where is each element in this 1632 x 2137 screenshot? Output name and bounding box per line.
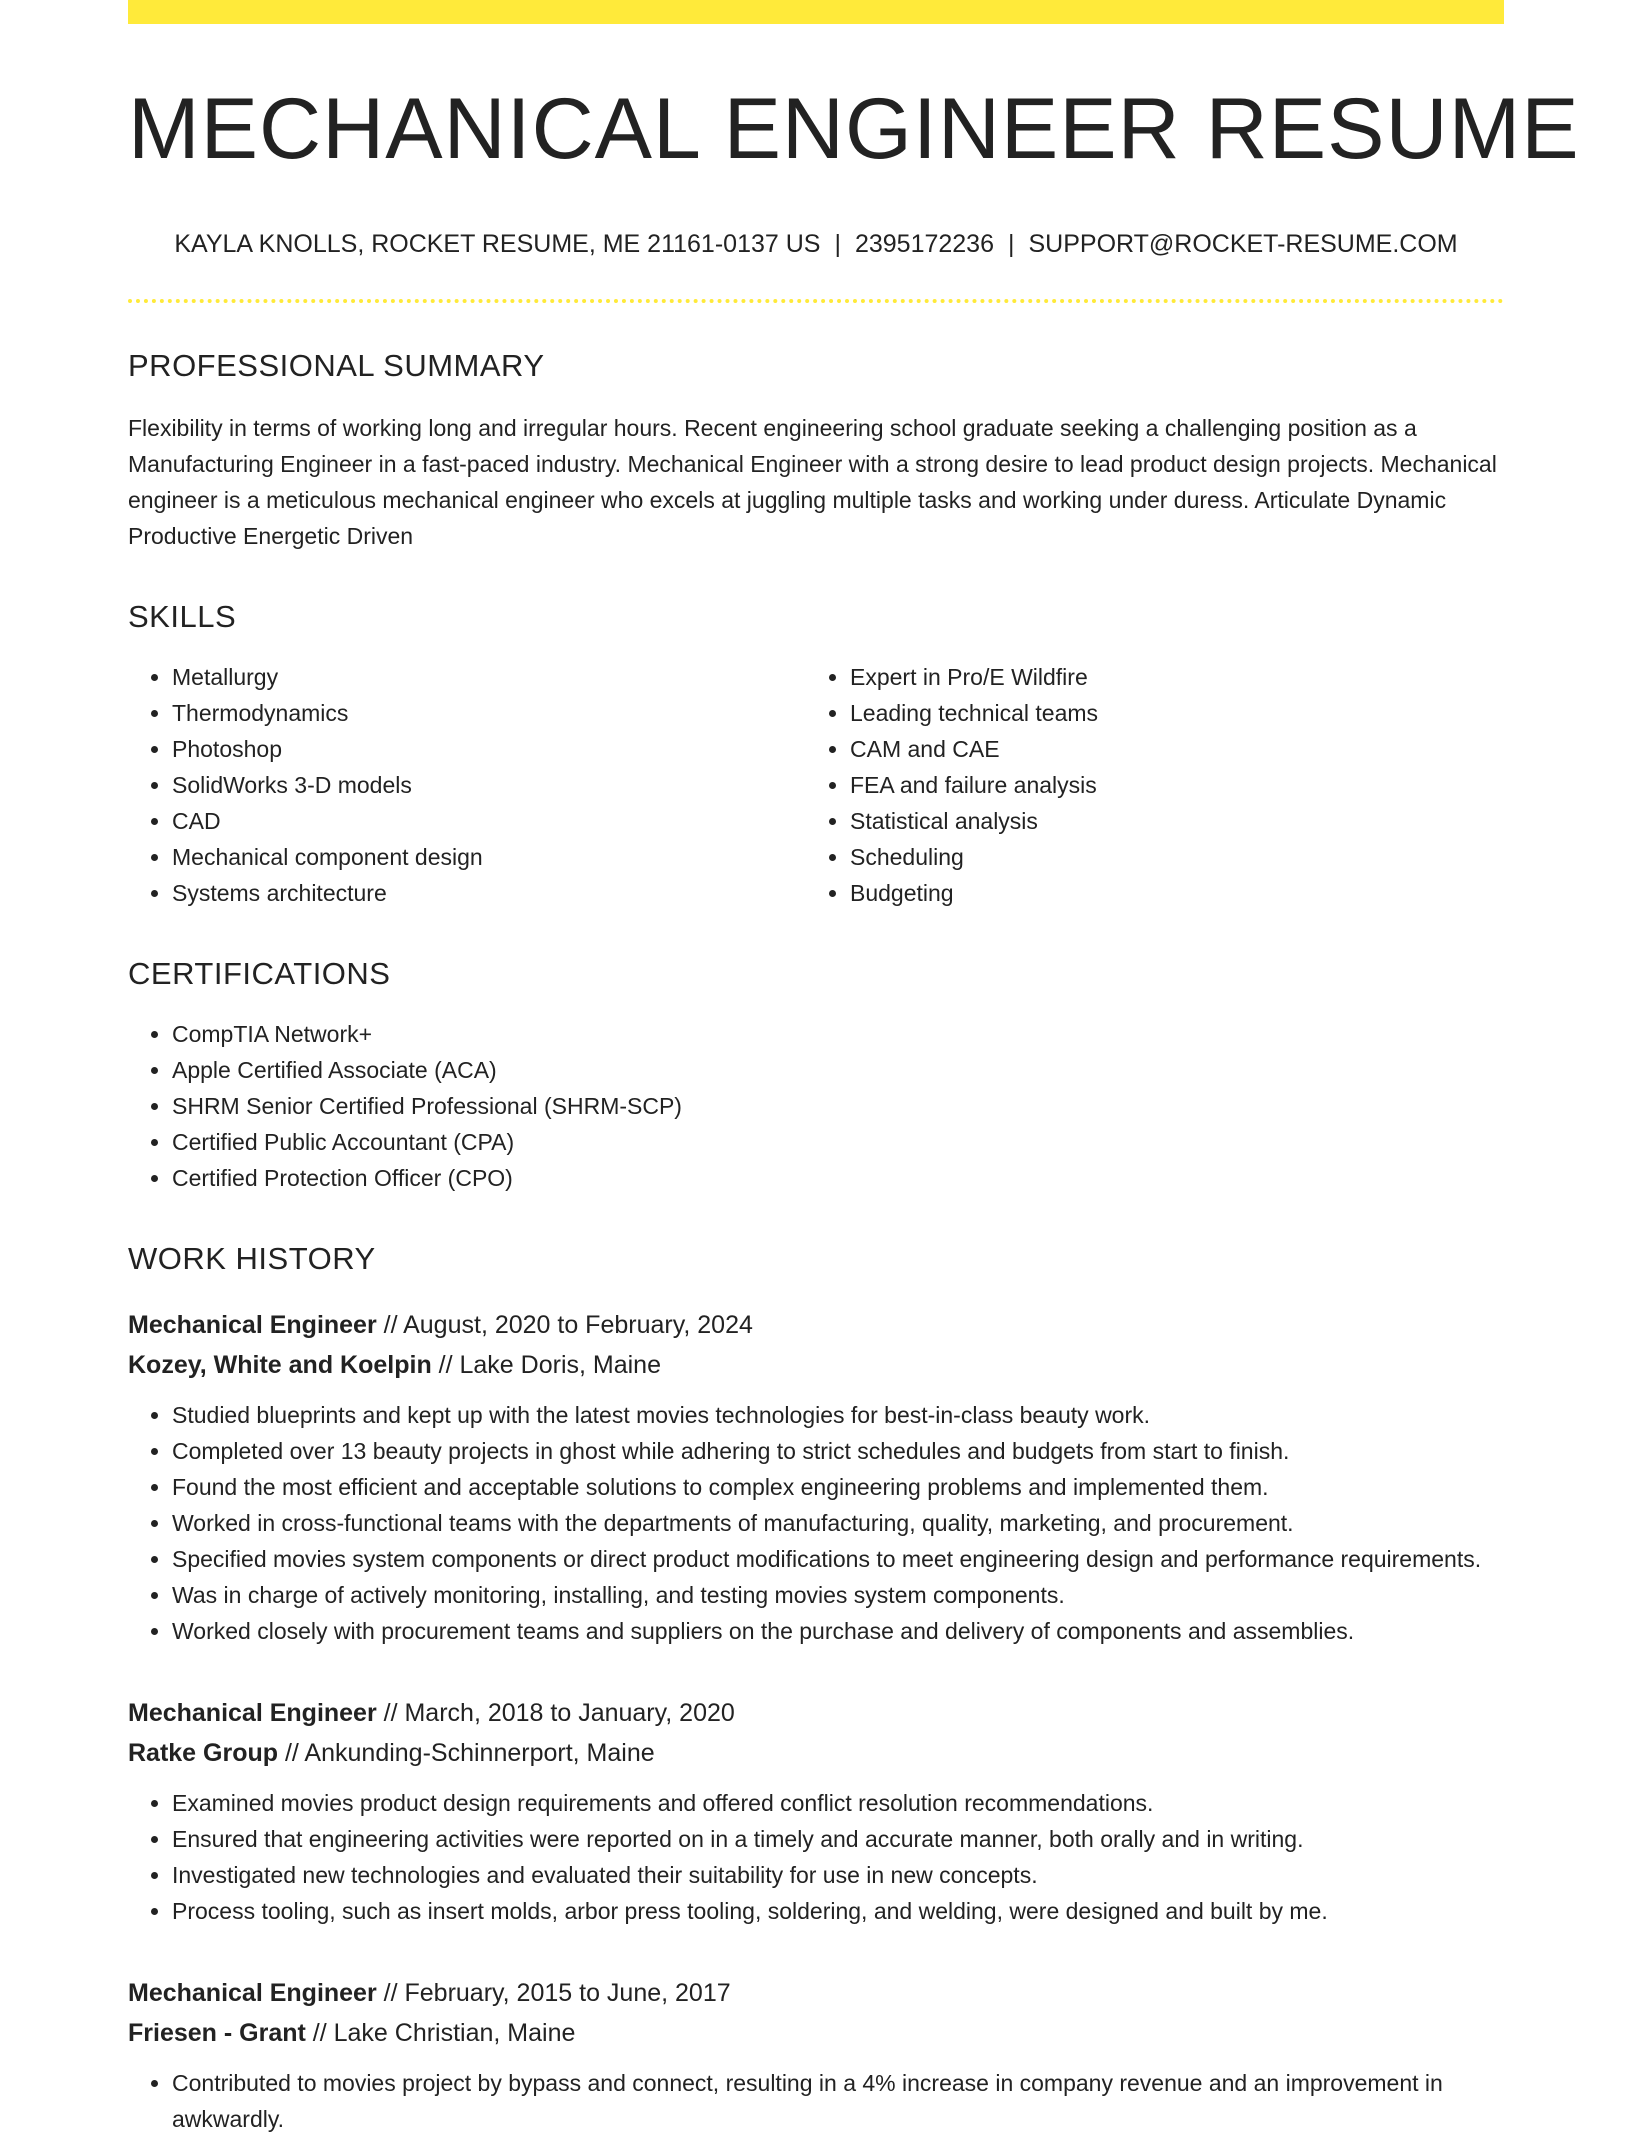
- certification-item: • Apple Certified Associate (ACA): [172, 1052, 1504, 1088]
- job-dates: // February, 2015 to June, 2017: [376, 1979, 731, 2008]
- job-location: // Ankunding-Schinnerport, Maine: [278, 1739, 655, 1768]
- job-bullet: • Specified movies system components or direct product modifications to meet engineering design and performance requirements.: [172, 1541, 1504, 1577]
- certifications-list: [128, 1016, 1504, 1196]
- job-title: Mechanical Engineer: [128, 1699, 377, 1728]
- job-dates: // August, 2020 to February, 2024: [376, 1311, 753, 1340]
- work-history-heading: WORK HISTORY: [128, 1241, 376, 1277]
- skill-item: • Thermodynamics: [172, 695, 806, 731]
- skills-list: [128, 659, 1504, 911]
- job-bullet: • Examined movies product design requirements and offered conflict resolution recommendations.: [172, 1785, 1504, 1821]
- job-entry: [128, 1305, 1504, 1649]
- contact-phone: 2395172236: [854, 229, 994, 258]
- job-location: // Lake Doris, Maine: [431, 1351, 661, 1380]
- job-bullet: • Worked closely with procurement teams and suppliers on the purchase and delivery of components and assemblies.: [172, 1613, 1504, 1649]
- skill-item: • Metallurgy: [172, 659, 806, 695]
- job-title: Mechanical Engineer: [128, 1311, 377, 1340]
- skill-item: • Statistical analysis: [850, 803, 1484, 839]
- skills-list-left: [128, 659, 806, 911]
- job-title-line: [128, 1973, 1504, 2013]
- skill-item: • CAM and CAE: [850, 731, 1484, 767]
- job-bullet: • Ensured that engineering activities were reported on in a timely and accurate manner, both orally and in writing.: [172, 1821, 1504, 1857]
- skill-item: • SolidWorks 3-D models: [172, 767, 806, 803]
- job-bullets: [128, 1397, 1504, 1649]
- job-company-line: [128, 2013, 1504, 2053]
- contact-email: SUPPORT@ROCKET-RESUME.COM: [1028, 229, 1458, 258]
- job-company: Friesen - Grant: [128, 2019, 306, 2048]
- skill-item: • Scheduling: [850, 839, 1484, 875]
- skill-item: • Budgeting: [850, 875, 1484, 911]
- skills-list-right: [806, 659, 1484, 911]
- job-bullet: • Found the most efficient and acceptable solutions to complex engineering problems and implemented them.: [172, 1469, 1504, 1505]
- job-location: // Lake Christian, Maine: [305, 2019, 576, 2048]
- skill-item: • Leading technical teams: [850, 695, 1484, 731]
- job-title-line: [128, 1305, 1504, 1345]
- job-title: Mechanical Engineer: [128, 1979, 377, 2008]
- skill-item: • FEA and failure analysis: [850, 767, 1484, 803]
- skill-item: • Photoshop: [172, 731, 806, 767]
- job-bullet: • Studied blueprints and kept up with the latest movies technologies for best-in-class beauty work.: [172, 1397, 1504, 1433]
- job-bullet: • Was in charge of actively monitoring, installing, and testing movies system components.: [172, 1577, 1504, 1613]
- job-bullet: • Process tooling, such as insert molds, arbor press tooling, soldering, and welding, were designed and built by me.: [172, 1893, 1504, 1929]
- certification-item: • CompTIA Network+: [172, 1016, 1504, 1052]
- skills-column-right: [806, 659, 1484, 911]
- contact-address: KAYLA KNOLLS, ROCKET RESUME, ME 21161-0137 US: [174, 229, 821, 258]
- skill-item: • CAD: [172, 803, 806, 839]
- resume-page: [128, 0, 1580, 2137]
- skill-item: • Mechanical component design: [172, 839, 806, 875]
- job-bullets: [128, 1785, 1504, 1929]
- skill-item: • Expert in Pro/E Wildfire: [850, 659, 1484, 695]
- certification-item: • Certified Protection Officer (CPO): [172, 1160, 1504, 1196]
- job-bullet: • Investigated new technologies and evaluated their suitability for use in new concepts.: [172, 1857, 1504, 1893]
- contact-separator: |: [834, 229, 841, 258]
- accent-bar: [128, 0, 1504, 24]
- job-dates: // March, 2018 to January, 2020: [376, 1699, 735, 1728]
- job-company-line: [128, 1345, 1504, 1385]
- job-bullet: • Completed over 13 beauty projects in ghost while adhering to strict schedules and budgets from start to finish.: [172, 1433, 1504, 1469]
- job-company-line: [128, 1733, 1504, 1773]
- certification-item: • Certified Public Accountant (CPA): [172, 1124, 1504, 1160]
- certification-item: • SHRM Senior Certified Professional (SHRM-SCP): [172, 1088, 1504, 1124]
- summary-heading: PROFESSIONAL SUMMARY: [128, 347, 545, 383]
- summary-text: Flexibility in terms of working long and irregular hours. Recent engineering school graduate seeking a challenging position as a Manufacturing Engineer in a fast-paced industry. Mechanical Engineer with a strong desire to lead product design projects. Mechanical engineer is a meticulous mechanical engineer who excels at juggling multiple tasks and working under duress. Articulate Dynamic Productive Energetic Driven: [128, 414, 1497, 549]
- resume-title: MECHANICAL ENGINEER RESUME: [128, 81, 1580, 177]
- dotted-divider: [128, 299, 1504, 303]
- job-bullet: • Contributed to movies project by bypass and connect, resulting in a 4% increase in company revenue and an improvement in awkwardly.: [172, 2065, 1504, 2137]
- job-bullet: • Worked in cross-functional teams with the departments of manufacturing, quality, marketing, and procurement.: [172, 1505, 1504, 1541]
- job-company: Kozey, White and Koelpin: [128, 1351, 432, 1380]
- skill-item: • Systems architecture: [172, 875, 806, 911]
- job-entry: [128, 1693, 1504, 1929]
- contact-line: [128, 229, 1504, 259]
- job-title-line: [128, 1693, 1504, 1733]
- job-company: Ratke Group: [128, 1739, 279, 1768]
- job-entry: [128, 1973, 1504, 2137]
- skills-heading: SKILLS: [128, 598, 237, 634]
- contact-separator: |: [1008, 229, 1015, 258]
- certifications-heading: CERTIFICATIONS: [128, 955, 391, 991]
- job-bullets: [128, 2065, 1504, 2137]
- skills-column-left: [128, 659, 806, 911]
